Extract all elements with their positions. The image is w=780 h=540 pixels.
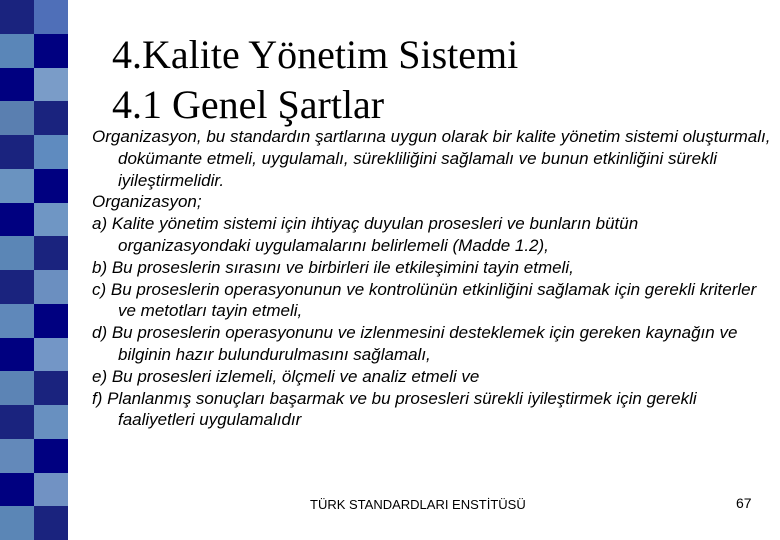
stripe-block <box>34 270 68 304</box>
title-line-2: 4.1 Genel Şartlar <box>112 82 385 127</box>
paragraph-intro: Organizasyon, bu standardın şartlarına uygun olarak bir kalite yönetim sistemi oluşturmalı, dokümante etmeli, uygulamalı, sürekliliğini sağlamalı ve bunun etkinliğini sürekli iyileştirmelidir. <box>92 127 771 190</box>
slide-title <box>112 30 518 130</box>
list-item-a: a) Kalite yönetim sistemi için ihtiyaç duyulan prosesleri ve bunların bütün organizasyondaki uygulamalarını belirlemeli (Madde 1.2), <box>92 214 639 255</box>
stripe-block <box>0 101 34 135</box>
stripe-block <box>0 439 34 473</box>
stripe-block <box>0 371 34 405</box>
stripe-block <box>34 405 68 439</box>
stripe-block <box>34 304 68 338</box>
list-item-f: f) Planlanmış sonuçları başarmak ve bu prosesleri sürekli iyileştirmek için gerekli faaliyetleri uygulamalıdır <box>92 388 697 430</box>
stripe-block <box>0 203 34 237</box>
stripe-block <box>0 473 34 507</box>
stripe-block <box>34 101 68 135</box>
stripe-block <box>0 0 34 34</box>
stripe-block <box>0 68 34 102</box>
slide-body <box>92 126 772 431</box>
decorative-stripe <box>0 0 68 540</box>
stripe-block <box>0 338 34 372</box>
title-line-1: 4.Kalite Yönetim Sistemi <box>112 32 519 77</box>
stripe-block <box>34 135 68 169</box>
stripe-block <box>34 439 68 473</box>
page-number: 67 <box>736 495 752 511</box>
paragraph-organization: Organizasyon; <box>92 192 202 212</box>
stripe-block <box>34 0 68 34</box>
stripe-block <box>34 34 68 68</box>
stripe-block <box>0 135 34 169</box>
list-item-c: c) Bu proseslerin operasyonunun ve kontrolünün etkinliğini sağlamak için gerekli kriterler ve metotları tayin etmeli, <box>92 279 757 321</box>
stripe-block <box>34 371 68 405</box>
list-item-b: b) Bu proseslerin sırasını ve birbirleri ile etkileşimini tayin etmeli, <box>92 257 574 277</box>
stripe-block <box>34 169 68 203</box>
stripe-block <box>34 203 68 237</box>
stripe-block <box>0 236 34 270</box>
stripe-block <box>0 169 34 203</box>
list-item-e: e) Bu prosesleri izlemeli, ölçmeli ve analiz etmeli ve <box>92 366 480 386</box>
stripe-block <box>0 270 34 304</box>
list-item-d: d) Bu proseslerin operasyonunu ve izlenmesini desteklemek için gereken kaynağın ve bilginin hazır bulundurulmasını sağlamalı, <box>92 323 738 364</box>
stripe-block <box>0 405 34 439</box>
stripe-block <box>0 34 34 68</box>
stripe-block <box>34 338 68 372</box>
stripe-block <box>34 68 68 102</box>
stripe-block <box>34 473 68 507</box>
stripe-block <box>34 506 68 540</box>
stripe-block <box>0 304 34 338</box>
stripe-block <box>0 506 34 540</box>
stripe-block <box>34 236 68 270</box>
footer-organization: TÜRK STANDARDLARI ENSTİTÜSÜ <box>310 497 526 512</box>
